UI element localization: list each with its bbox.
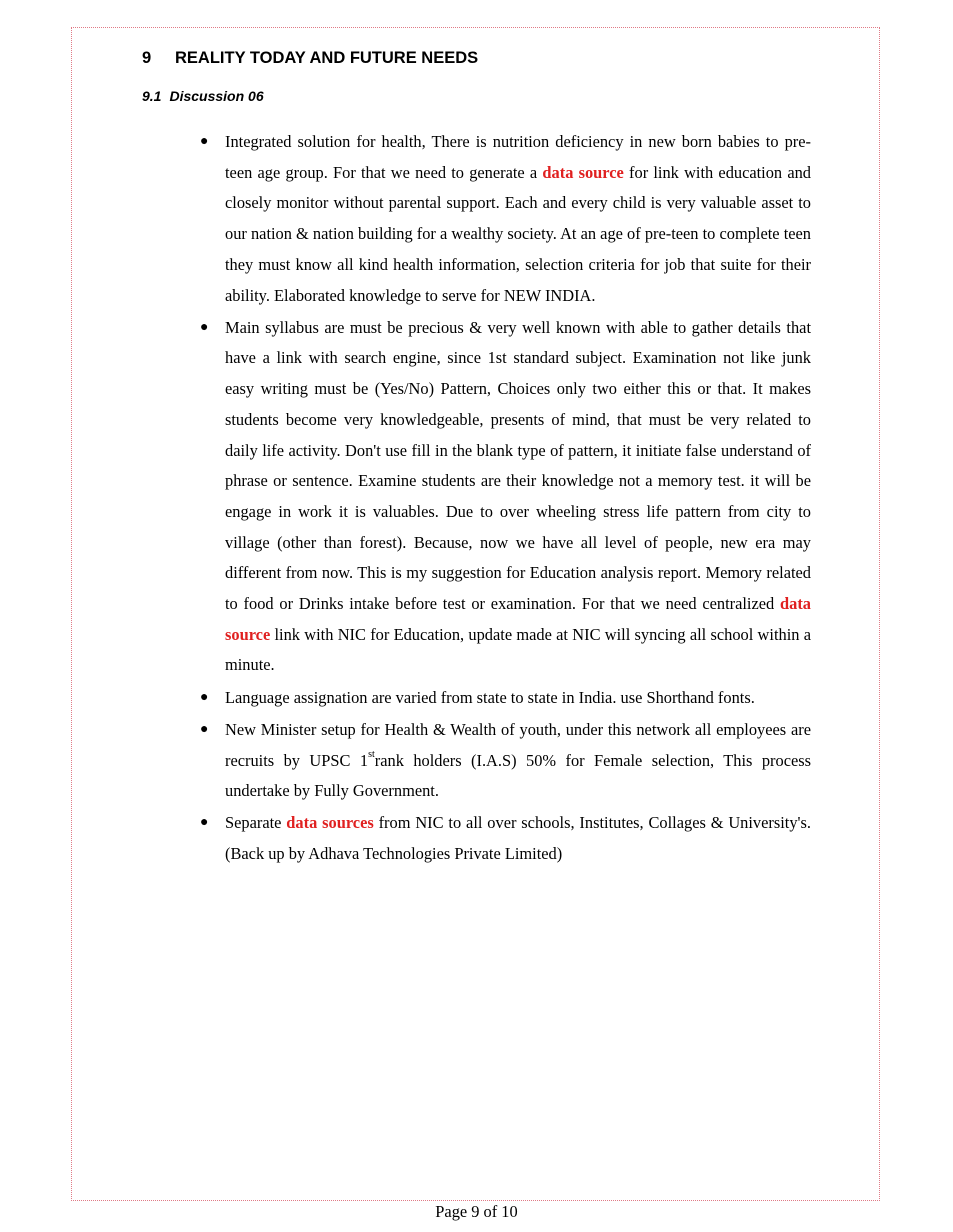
bullet-text-after: for link with education and closely monitor without parental support. Each and every child is very valuable asset to our nation & nation building for a wealthy society. At an age of pre-teen to complete teen they must know all kind health information, selection criteria for job that suite for their ability. Elaborated knowledge to serve for NEW INDIA. xyxy=(225,162,812,305)
subsection-number: 9.1 xyxy=(142,88,162,104)
bullet-text-before: Integrated solution for health, There is nutrition deficiency in new born babies to pre-teen age group. For that we need to generate a xyxy=(225,132,811,182)
bullet-text-before: New Minister setup for Health & Wealth of youth, under this network all employees are recruits by UPSC 1 xyxy=(225,719,811,770)
bullet-icon: ● xyxy=(200,319,209,335)
bullet-text-before: Main syllabus are must be precious & very well known with able to gather details that have a link with search engine, since 1st standard subject. Examination not like junk easy writing must be (Yes/No) Pattern, Choices only two either this or that. It makes students become very knowledgeable, presents of mind, that must be very related to daily life activity. Don't use fill in the blank type of pattern, it initiate false understand of phrase or sentence. Examine students are their knowledge not a memory test. it will be engage in work it is valuables. Due to over wheeling stress life pattern from city to village (other than forest). Because, now we have all level of people, new era may different from now. This is my suggestion for Education analysis report. Memory related to food or Drinks intake before test or examination. For that we need centralized xyxy=(225,317,811,614)
highlight-data-source: data source xyxy=(542,162,624,182)
bullet-text-after: from NIC to all over schools, Institutes, Collages & University's. (Back up by Adhava Technologies Private Limited) xyxy=(225,813,811,864)
bullet-item-minister xyxy=(200,715,812,807)
bullet-text: Language assignation are varied from state to state in India. use Shorthand fonts. xyxy=(225,687,755,707)
subsection-title: Discussion 06 xyxy=(169,88,264,104)
bullet-item-language xyxy=(200,683,811,714)
page-number-label: Page 9 of 10 xyxy=(435,1202,518,1221)
bullet-icon: ● xyxy=(200,721,209,737)
page-footer xyxy=(0,1202,953,1222)
bullet-icon: ● xyxy=(200,134,209,149)
bullet-item-data-sources xyxy=(200,808,811,869)
bullet-text-after: link with NIC for Education, update made at NIC will syncing all school within a minute. xyxy=(225,624,811,675)
bullet-icon: ● xyxy=(200,815,209,831)
bullet-icon: ● xyxy=(200,689,209,705)
subsection-heading xyxy=(142,88,264,104)
bullet-text-after: rank holders (I.A.S) 50% for Female selection, This process undertake by Fully Government. xyxy=(225,750,812,801)
section-heading xyxy=(142,49,478,68)
bullet-text-before: Separate xyxy=(225,813,287,833)
bullet-item-syllabus xyxy=(200,313,811,681)
bullet-item-health xyxy=(200,127,812,311)
section-number: 9 xyxy=(142,49,152,67)
highlight-data-sources: data sources xyxy=(286,813,374,833)
section-title: REALITY TODAY AND FUTURE NEEDS xyxy=(175,49,479,67)
bullet-list xyxy=(200,127,812,871)
ordinal-superscript: st xyxy=(368,749,375,761)
highlight-data-source: data source xyxy=(225,594,811,644)
